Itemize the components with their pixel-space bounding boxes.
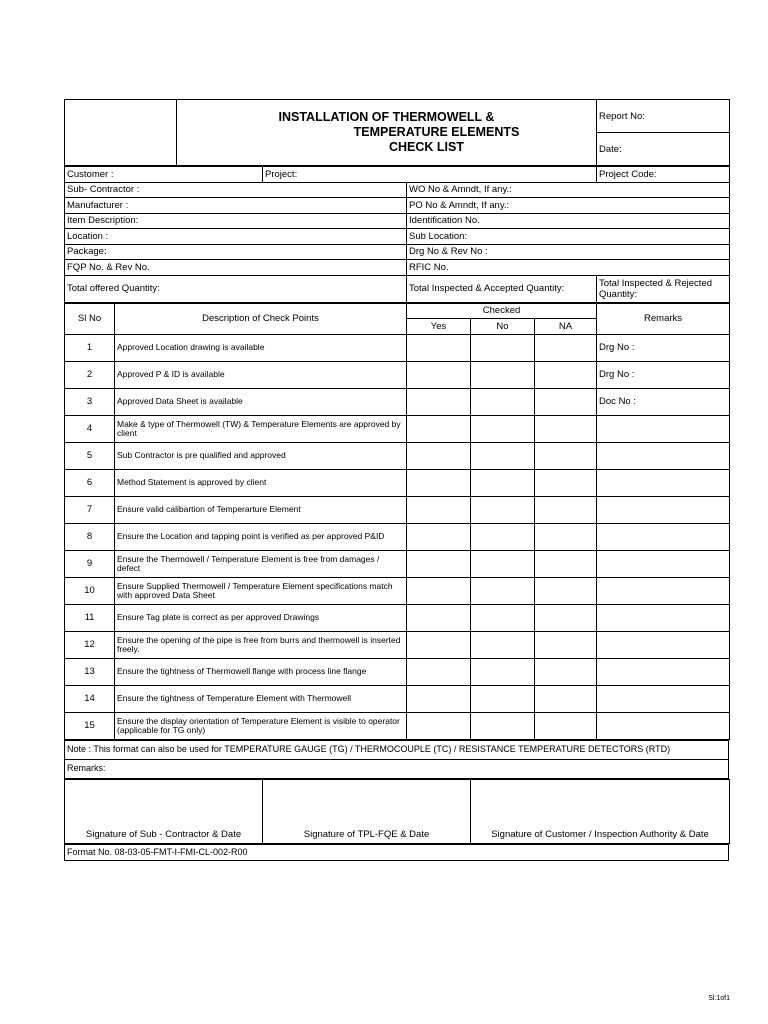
- signature-customer[interactable]: Signature of Customer / Inspection Authority & Date: [471, 779, 730, 843]
- row-sl: 8: [65, 523, 115, 550]
- row-description: Approved P & ID is available: [115, 361, 407, 388]
- table-row: [65, 442, 730, 469]
- remarks-field[interactable]: Remarks:: [65, 759, 729, 778]
- row-no-cell[interactable]: [471, 469, 535, 496]
- title-line-2: TEMPERATURE ELEMENTS: [353, 125, 520, 139]
- row-no-cell[interactable]: [471, 550, 535, 577]
- row-yes-cell[interactable]: [407, 415, 471, 442]
- total-offered-field[interactable]: Total offered Quantity:: [65, 275, 407, 302]
- row-na-cell[interactable]: [535, 550, 597, 577]
- row-sl: 9: [65, 550, 115, 577]
- row-na-cell[interactable]: [535, 469, 597, 496]
- row-sl: 14: [65, 685, 115, 712]
- row-no-cell[interactable]: [471, 658, 535, 685]
- col-header-yes: Yes: [407, 318, 471, 334]
- row-na-cell[interactable]: [535, 415, 597, 442]
- row-description: Make & type of Thermowell (TW) & Temperature Elements are approved by client: [115, 415, 407, 442]
- row-description: Ensure the opening of the pipe is free from burrs and thermowell is inserted freely.: [115, 631, 407, 658]
- format-no: Format No. 08-03-05-FMT-I-FMI-CL-002-R00: [65, 844, 729, 860]
- col-header-na: NA: [535, 318, 597, 334]
- row-remarks[interactable]: [597, 685, 730, 712]
- row-na-cell[interactable]: [535, 577, 597, 604]
- row-na-cell[interactable]: [535, 496, 597, 523]
- row-no-cell[interactable]: [471, 685, 535, 712]
- row-remarks[interactable]: [597, 415, 730, 442]
- col-header-checked: Checked: [407, 303, 597, 318]
- row-no-cell[interactable]: [471, 712, 535, 739]
- row-description: Method Statement is approved by client: [115, 469, 407, 496]
- row-no-cell[interactable]: [471, 415, 535, 442]
- notes-block: [64, 740, 729, 779]
- table-row: [65, 496, 730, 523]
- col-header-sl: Sl No: [65, 303, 115, 334]
- row-description: Ensure the tightness of Temperature Element with Thermowell: [115, 685, 407, 712]
- row-description: Ensure the tightness of Thermowell flange with process line flange: [115, 658, 407, 685]
- row-yes-cell[interactable]: [407, 577, 471, 604]
- row-remarks[interactable]: [597, 523, 730, 550]
- project-field[interactable]: Project:: [263, 167, 597, 183]
- row-na-cell[interactable]: [535, 685, 597, 712]
- table-row: [65, 469, 730, 496]
- wo-no-field[interactable]: WO No & Amndt, If any.:: [407, 182, 730, 198]
- title-line-1: INSTALLATION OF THERMOWELL &: [278, 110, 495, 124]
- row-no-cell[interactable]: [471, 523, 535, 550]
- report-no-field[interactable]: Report No:: [597, 100, 730, 133]
- row-remarks[interactable]: [597, 712, 730, 739]
- row-yes-cell[interactable]: [407, 361, 471, 388]
- row-yes-cell[interactable]: [407, 658, 471, 685]
- row-no-cell[interactable]: [471, 496, 535, 523]
- row-description: Ensure Supplied Thermowell / Temperature Element specifications match with approved Data Sheet: [115, 577, 407, 604]
- row-na-cell[interactable]: [535, 442, 597, 469]
- row-no-cell[interactable]: [471, 604, 535, 631]
- row-no-cell[interactable]: [471, 442, 535, 469]
- package-field[interactable]: Package:: [65, 244, 407, 260]
- total-rejected-field[interactable]: Total Inspected & Rejected Quantity:: [597, 275, 730, 302]
- row-remarks[interactable]: [597, 577, 730, 604]
- table-row: [65, 604, 730, 631]
- table-row: [65, 550, 730, 577]
- row-remarks[interactable]: Doc No :: [597, 388, 730, 415]
- row-na-cell[interactable]: [535, 334, 597, 361]
- drg-no-field[interactable]: Drg No & Rev No :: [407, 244, 730, 260]
- row-remarks[interactable]: [597, 631, 730, 658]
- row-na-cell[interactable]: [535, 604, 597, 631]
- row-remarks[interactable]: Drg No :: [597, 361, 730, 388]
- row-yes-cell[interactable]: [407, 631, 471, 658]
- row-yes-cell[interactable]: [407, 388, 471, 415]
- row-sl: 7: [65, 496, 115, 523]
- date-field[interactable]: Date:: [597, 133, 730, 166]
- po-no-field[interactable]: PO No & Amndt, If any.:: [407, 198, 730, 214]
- table-row: [65, 631, 730, 658]
- rfic-no-field[interactable]: RFIC No.: [407, 260, 730, 276]
- row-sl: 12: [65, 631, 115, 658]
- row-sl: 10: [65, 577, 115, 604]
- row-description: Approved Location drawing is available: [115, 334, 407, 361]
- customer-field[interactable]: Customer :: [65, 167, 263, 183]
- table-row: [65, 712, 730, 739]
- row-sl: 1: [65, 334, 115, 361]
- row-no-cell[interactable]: [471, 577, 535, 604]
- table-row: [65, 523, 730, 550]
- row-yes-cell[interactable]: [407, 496, 471, 523]
- checklist-table: [64, 303, 730, 740]
- row-sl: 3: [65, 388, 115, 415]
- row-description: Ensure the display orientation of Temperature Element is visible to operator (applicable for TG only): [115, 712, 407, 739]
- row-description: Ensure the Thermowell / Temperature Element is free from damages / defect: [115, 550, 407, 577]
- sub-contractor-field[interactable]: Sub- Contractor :: [65, 182, 407, 198]
- table-row: [65, 577, 730, 604]
- row-na-cell[interactable]: [535, 712, 597, 739]
- project-code-field[interactable]: Project Code:: [597, 167, 730, 183]
- signature-block: [64, 779, 730, 844]
- row-yes-cell[interactable]: [407, 334, 471, 361]
- form-title: [177, 100, 597, 166]
- fqp-no-field[interactable]: FQP No. & Rev No.: [65, 260, 407, 276]
- sheet-number: Sl:1of1: [708, 995, 730, 1002]
- sub-location-field[interactable]: Sub Location:: [407, 229, 730, 245]
- col-header-remarks: Remarks: [597, 303, 730, 334]
- row-sl: 13: [65, 658, 115, 685]
- table-row: [65, 415, 730, 442]
- row-no-cell[interactable]: [471, 388, 535, 415]
- row-na-cell[interactable]: [535, 523, 597, 550]
- format-block: [64, 844, 729, 861]
- info-block: [64, 166, 730, 303]
- col-header-no: No: [471, 318, 535, 334]
- table-row: [65, 658, 730, 685]
- row-yes-cell[interactable]: [407, 442, 471, 469]
- row-na-cell[interactable]: [535, 361, 597, 388]
- row-remarks[interactable]: [597, 442, 730, 469]
- row-yes-cell[interactable]: [407, 469, 471, 496]
- signature-sub-contractor[interactable]: Signature of Sub - Contractor & Date: [65, 779, 263, 843]
- title-line-3: CHECK LIST: [389, 140, 464, 154]
- row-sl: 5: [65, 442, 115, 469]
- row-description: Ensure the Location and tapping point is verified as per approved P&ID: [115, 523, 407, 550]
- row-description: Ensure valid calibartion of Temperarture Element: [115, 496, 407, 523]
- row-sl: 2: [65, 361, 115, 388]
- col-header-desc: Description of Check Points: [115, 303, 407, 334]
- row-remarks[interactable]: [597, 469, 730, 496]
- row-no-cell[interactable]: [471, 361, 535, 388]
- row-remarks[interactable]: [597, 496, 730, 523]
- row-description: Sub Contractor is pre qualified and approved: [115, 442, 407, 469]
- row-na-cell[interactable]: [535, 658, 597, 685]
- row-yes-cell[interactable]: [407, 550, 471, 577]
- signature-tpl[interactable]: Signature of TPL-FQE & Date: [263, 779, 471, 843]
- row-na-cell[interactable]: [535, 388, 597, 415]
- logo-area: [65, 100, 177, 166]
- row-sl: 4: [65, 415, 115, 442]
- table-row: [65, 334, 730, 361]
- row-sl: 15: [65, 712, 115, 739]
- row-remarks[interactable]: [597, 658, 730, 685]
- row-sl: 6: [65, 469, 115, 496]
- manufacturer-field[interactable]: Manufacturer :: [65, 198, 407, 214]
- note-text: Note : This format can also be used for TEMPERATURE GAUGE (TG) / THERMOCOUPLE (TC) / RESISTANCE TEMPERATURE DETECTORS (RTD): [65, 740, 729, 759]
- row-yes-cell[interactable]: [407, 685, 471, 712]
- table-row: [65, 361, 730, 388]
- row-remarks[interactable]: [597, 550, 730, 577]
- table-row: [65, 388, 730, 415]
- row-na-cell[interactable]: [535, 631, 597, 658]
- row-yes-cell[interactable]: [407, 712, 471, 739]
- location-field[interactable]: Location :: [65, 229, 407, 245]
- row-remarks[interactable]: [597, 604, 730, 631]
- row-yes-cell[interactable]: [407, 523, 471, 550]
- total-accepted-field[interactable]: Total Inspected & Accepted Quantity:: [407, 275, 597, 302]
- row-description: Approved Data Sheet is available: [115, 388, 407, 415]
- table-row: [65, 685, 730, 712]
- identification-no-field[interactable]: Identification No.: [407, 213, 730, 229]
- row-no-cell[interactable]: [471, 334, 535, 361]
- form-header: [64, 99, 730, 166]
- row-remarks[interactable]: Drg No :: [597, 334, 730, 361]
- checklist-form: [64, 99, 729, 861]
- item-description-field[interactable]: Item Description:: [65, 213, 407, 229]
- row-yes-cell[interactable]: [407, 604, 471, 631]
- row-description: Ensure Tag plate is correct as per approved Drawings: [115, 604, 407, 631]
- row-sl: 11: [65, 604, 115, 631]
- row-no-cell[interactable]: [471, 631, 535, 658]
